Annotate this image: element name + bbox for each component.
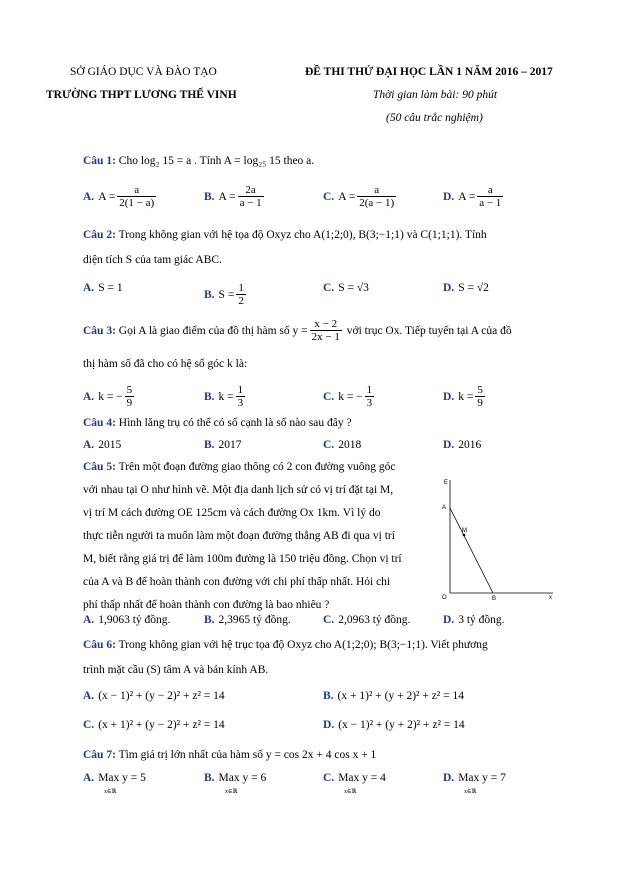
option-5a[interactable]: A. 1,9063 tỷ đồng. bbox=[83, 614, 171, 626]
option-2c[interactable]: C. S = √3 bbox=[323, 282, 369, 294]
question-5-line-2: vị trí M cách đường OE 125cm và cách đường Ox 1km. Vì lý do bbox=[83, 507, 381, 519]
label-b: B bbox=[492, 596, 497, 602]
question-4-label: Câu 4: bbox=[83, 417, 116, 429]
question-7 bbox=[83, 749, 376, 761]
option-3d[interactable]: D. k = $\frac{5}{9}$ bbox=[443, 384, 483, 409]
question-3-label: Câu 3: bbox=[83, 324, 116, 337]
option-6b[interactable]: B. (x + 1)² + (y + 2)² + z² = 14 bbox=[323, 690, 464, 702]
max-subscript-a: x∈ℝ bbox=[104, 789, 117, 795]
question-1-options bbox=[0, 184, 617, 209]
fraction: $\frac{1}{3}$ bbox=[237, 384, 244, 409]
department-name: SỞ GIÁO DỤC VÀ ĐÀO TẠO bbox=[70, 66, 217, 78]
label-o: O bbox=[442, 595, 447, 601]
option-5d[interactable]: D. 3 tỷ đồng. bbox=[443, 614, 505, 626]
label-x: x bbox=[549, 595, 552, 601]
max-subscript-b: x∈ℝ bbox=[225, 789, 238, 795]
option-7a[interactable]: A. Max y = 5 bbox=[83, 772, 146, 784]
question-6-label: Câu 6: bbox=[83, 639, 116, 651]
option-3a[interactable]: A. k = − $\frac{5}{9}$ bbox=[83, 384, 133, 409]
fraction: $\frac{1}{3}$ bbox=[366, 384, 373, 409]
option-7c[interactable]: C. Max y = 4 bbox=[323, 772, 386, 784]
option-3b[interactable]: B. k = $\frac{1}{3}$ bbox=[204, 384, 244, 409]
option-4a[interactable]: A. 2015 bbox=[83, 439, 122, 451]
question-3-options bbox=[0, 384, 617, 409]
road-ab bbox=[450, 508, 493, 593]
question-5-line-6: phí thấp nhất để hoàn thành con đường là bao nhiêu ? bbox=[83, 599, 330, 611]
option-1d[interactable]: D. A = $\frac{a}{a - 1}$ bbox=[443, 184, 502, 209]
question-2-options bbox=[0, 282, 617, 307]
option-1b[interactable]: B. A = $\frac{2a}{a - 1}$ bbox=[204, 184, 262, 209]
exam-title: ĐỀ THI THỬ ĐẠI HỌC LẦN 1 NĂM 2016 – 2017 bbox=[305, 66, 553, 78]
question-5-line-1: với nhau tại O như hình vẽ. Một địa danh lịch sử có vị trí đặt tại M, bbox=[83, 484, 394, 496]
question-2-line2: diện tích S của tam giác ABC. bbox=[83, 254, 222, 266]
max-subscript-c: x∈ℝ bbox=[344, 789, 357, 795]
question-6-options-row2 bbox=[0, 719, 617, 739]
option-2a[interactable]: A. S = 1 bbox=[83, 282, 123, 294]
question-6 bbox=[83, 639, 488, 651]
road-figure bbox=[430, 472, 565, 606]
fraction: $\frac{5}{9}$ bbox=[477, 384, 483, 409]
question-5-options bbox=[0, 614, 617, 634]
question-count: (50 câu trắc nghiệm) bbox=[386, 112, 483, 124]
fraction: $\frac{1}{2}$ bbox=[238, 282, 244, 307]
question-3-line2: thị hàm số đã cho có hệ số góc k là: bbox=[83, 358, 248, 370]
option-3c[interactable]: C. k = − $\frac{1}{3}$ bbox=[323, 384, 373, 409]
question-3: Câu 3: Gọi A là giao điểm của đồ thị hàm số y = $\frac{x - 2}{2x - 1}$ với trục Ox. Tiếp tuyến tại A của đồ bbox=[83, 318, 512, 343]
option-2b[interactable]: B. S = $\frac{1}{2}$ bbox=[204, 282, 244, 307]
option-5c[interactable]: C. 2,0963 tỷ đồng. bbox=[323, 614, 411, 626]
label-a: A bbox=[442, 505, 447, 511]
question-5-line-0: Câu 5: Trên một đoạn đường giao thông có 2 con đường vuông góc bbox=[83, 461, 396, 473]
option-2d[interactable]: D. S = √2 bbox=[443, 282, 489, 294]
point-m bbox=[463, 534, 466, 537]
fraction: $\frac{a}{a - 1}$ bbox=[479, 184, 502, 209]
question-2 bbox=[83, 229, 487, 241]
question-5-label: Câu 5: bbox=[83, 461, 116, 473]
question-7-label: Câu 7: bbox=[83, 749, 116, 761]
exam-time: Thời gian làm bài: 90 phút bbox=[373, 89, 498, 101]
option-6c[interactable]: C. (x + 1)² + (y − 2)² + z² = 14 bbox=[83, 719, 225, 731]
option-4d[interactable]: D. 2016 bbox=[443, 439, 482, 451]
question-1 bbox=[83, 155, 314, 167]
fraction: $\frac{5}{9}$ bbox=[126, 384, 133, 409]
max-subscript-d: x∈ℝ bbox=[464, 789, 477, 795]
option-6d[interactable]: D. (x − 1)² + (y + 2)² + z² = 14 bbox=[323, 719, 465, 731]
question-2-line1: Trong không gian với hệ tọa độ Oxyz cho A(1;2;0), B(3;−1;1) và C(1;1;1). Tính bbox=[118, 229, 487, 241]
question-5-line-3: thực tiễn người ta muốn làm một đoạn đường thẳng AB đi qua vị trí bbox=[83, 530, 395, 542]
fraction: $\frac{a}{2(a - 1)}$ bbox=[359, 184, 395, 209]
question-4-text: Hình lăng trụ có thể có số cạnh là số nào sau đây ? bbox=[118, 417, 352, 429]
label-e: E bbox=[444, 480, 449, 486]
option-1a[interactable]: A. A = $\frac{a}{2(1 - a)}$ bbox=[83, 184, 155, 209]
question-4-options bbox=[0, 439, 617, 459]
fraction: $\frac{a}{2(1 - a)}$ bbox=[119, 184, 155, 209]
question-5-line-4: M, biết rằng giá trị để làm 100m đường là 150 triệu đồng. Chọn vị trí bbox=[83, 553, 402, 565]
option-5b[interactable]: B. 2,3965 tỷ đồng. bbox=[204, 614, 291, 626]
option-4b[interactable]: B. 2017 bbox=[204, 439, 242, 451]
question-6-line1: Trong không gian với hệ trục tọa độ Oxyz cho A(1;2;0); B(3;−1;1). Viết phương bbox=[118, 639, 488, 651]
question-1-text: Cho log₂ 15 = a . Tính A = log₂₅ 15 theo a. bbox=[118, 155, 315, 167]
question-4 bbox=[83, 417, 352, 429]
option-6a[interactable]: A. (x − 1)² + (y − 2)² + z² = 14 bbox=[83, 690, 225, 702]
label-m: M bbox=[462, 528, 467, 534]
question-2-label: Câu 2: bbox=[83, 229, 116, 241]
option-7d[interactable]: D. Max y = 7 bbox=[443, 772, 506, 784]
question-1-label: Câu 1: bbox=[83, 155, 116, 167]
question-7-text: Tìm giá trị lớn nhất của hàm số y = cos 2x + 4 cos x + 1 bbox=[118, 749, 377, 761]
option-7b[interactable]: B. Max y = 6 bbox=[204, 772, 267, 784]
school-name: TRƯỜNG THPT LƯƠNG THẾ VINH bbox=[46, 89, 237, 101]
option-4c[interactable]: C. 2018 bbox=[323, 439, 362, 451]
option-1c[interactable]: C. A = $\frac{a}{2(a - 1)}$ bbox=[323, 184, 395, 209]
fraction: $\frac{x - 2}{2x - 1}$ bbox=[311, 318, 340, 343]
question-6-options-row1 bbox=[0, 690, 617, 710]
question-7-options bbox=[0, 772, 617, 792]
question-5-line-5: của A và B để hoàn thành con đường với chi phí thấp nhất. Hỏi chi bbox=[83, 576, 391, 588]
question-6-line2: trình mặt cầu (S) tâm A và bán kính AB. bbox=[83, 664, 269, 676]
fraction: $\frac{2a}{a - 1}$ bbox=[239, 184, 262, 209]
